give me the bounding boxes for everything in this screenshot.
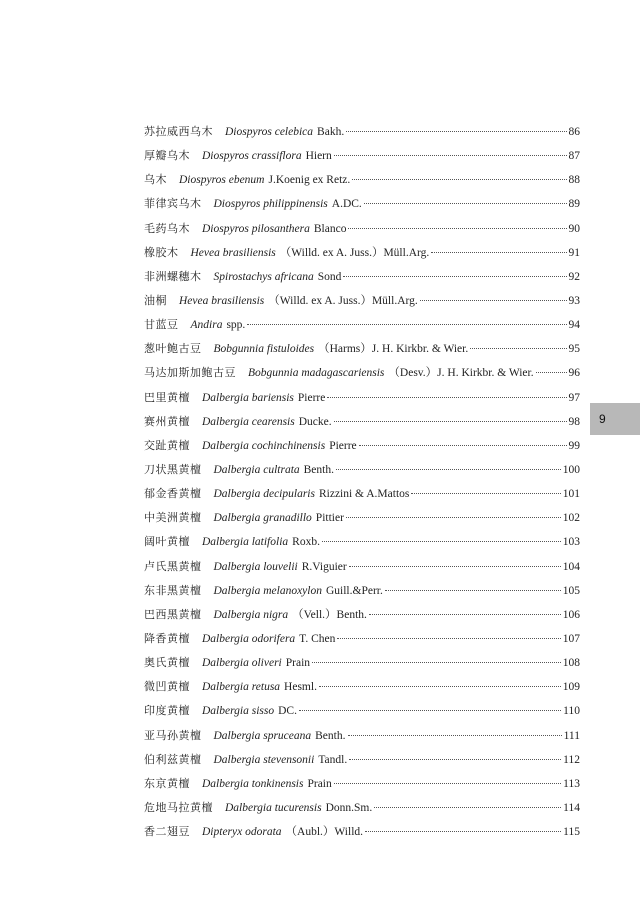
toc-entry[interactable] xyxy=(144,631,580,655)
toc-entry[interactable] xyxy=(144,196,580,220)
page-number: 96 xyxy=(568,367,580,380)
scientific-name: Dalbergia granadillo xyxy=(213,512,312,525)
dot-leader xyxy=(470,348,566,349)
toc-entry[interactable] xyxy=(144,462,580,486)
dot-leader xyxy=(327,397,566,398)
scientific-name: Diospyros crassiflora xyxy=(202,150,302,163)
page-number: 107 xyxy=(562,632,580,645)
toc-entry[interactable] xyxy=(144,414,580,438)
chapter-tab: 9 xyxy=(590,403,640,435)
page-number: 90 xyxy=(568,222,580,235)
page-number: 99 xyxy=(568,439,580,452)
page-number: 98 xyxy=(568,415,580,428)
dot-leader xyxy=(364,203,567,204)
page-number: 97 xyxy=(568,391,580,404)
scientific-name: Dalbergia louvelii xyxy=(213,560,298,573)
chinese-name: 奥氏黄檀 xyxy=(144,656,190,670)
chinese-name: 苏拉威西乌木 xyxy=(144,125,213,138)
toc-entry[interactable] xyxy=(144,365,580,389)
dot-leader xyxy=(336,469,561,470)
author-citation: Roxb. xyxy=(292,536,320,549)
page-number: 113 xyxy=(563,777,580,790)
author-citation: （Desv.）J. H. Kirkbr. & Wier. xyxy=(388,367,534,380)
author-citation: Hiern xyxy=(305,150,332,163)
scientific-name: Dalbergia spruceana xyxy=(213,729,312,742)
toc-entry[interactable] xyxy=(144,583,580,607)
author-citation: （Aubl.）Willd. xyxy=(285,826,364,839)
scientific-name: Dalbergia decipularis xyxy=(213,488,315,501)
page-number: 93 xyxy=(568,294,580,307)
chinese-name: 刀状黑黄檀 xyxy=(144,462,202,476)
chinese-name: 巴里黄檀 xyxy=(144,390,190,404)
dot-leader xyxy=(337,638,560,639)
page-number: 102 xyxy=(562,512,580,525)
scientific-name: Diospyros philippinensis xyxy=(213,198,328,211)
chinese-name: 印度黄檀 xyxy=(144,704,190,718)
scientific-name: Dipteryx odorata xyxy=(202,826,282,839)
dot-leader xyxy=(334,783,561,784)
author-citation: Prain xyxy=(307,777,332,790)
chinese-name: 巴西黑黄檀 xyxy=(144,607,202,621)
author-citation: （Willd. ex A. Juss.）Müll.Arg. xyxy=(279,246,430,259)
page-number: 112 xyxy=(563,753,580,766)
chinese-name: 马达加斯加鲍古豆 xyxy=(144,366,236,380)
author-citation: Donn.Sm. xyxy=(325,801,373,814)
author-citation: J.Koenig ex Retz. xyxy=(268,174,351,187)
chinese-name: 交趾黄檀 xyxy=(144,438,190,452)
toc-entry[interactable] xyxy=(144,124,580,148)
scientific-name: Spirostachys africana xyxy=(213,270,314,283)
toc-entry[interactable] xyxy=(144,317,580,341)
scientific-name: Dalbergia tucurensis xyxy=(225,801,322,814)
scientific-name: Dalbergia tonkinensis xyxy=(202,777,304,790)
chinese-name: 甘蓝豆 xyxy=(144,318,179,332)
page-number: 92 xyxy=(568,270,580,283)
dot-leader xyxy=(359,445,567,446)
author-citation: Pittier xyxy=(315,512,344,525)
toc-entry[interactable] xyxy=(144,607,580,631)
toc-entry[interactable] xyxy=(144,245,580,269)
chinese-name: 降香黄檀 xyxy=(144,631,190,645)
scientific-name: Diospyros ebenum xyxy=(179,174,265,187)
toc-entry[interactable] xyxy=(144,172,580,196)
scientific-name: Dalbergia melanoxylon xyxy=(213,584,322,597)
author-citation: Hesml. xyxy=(284,681,317,694)
toc-entry[interactable] xyxy=(144,703,580,727)
page-number: 103 xyxy=(562,536,580,549)
author-citation: A.DC. xyxy=(331,198,362,211)
dot-leader xyxy=(365,831,561,832)
toc-entry[interactable] xyxy=(144,510,580,534)
toc-entry[interactable] xyxy=(144,486,580,510)
toc-entry[interactable] xyxy=(144,728,580,752)
chinese-name: 橡胶木 xyxy=(144,245,179,259)
scientific-name: Dalbergia cochinchinensis xyxy=(202,439,326,452)
dot-leader xyxy=(319,686,561,687)
scientific-name: Bobgunnia fistuloides xyxy=(213,343,315,356)
page-number: 109 xyxy=(562,681,580,694)
author-citation: Bakh. xyxy=(317,126,345,138)
page-number: 94 xyxy=(568,319,580,332)
scientific-name: Dalbergia retusa xyxy=(202,681,281,694)
chinese-name: 微凹黄檀 xyxy=(144,680,190,694)
scientific-name: Diospyros pilosanthera xyxy=(202,222,310,235)
page-number: 91 xyxy=(568,246,580,259)
author-citation: Guill.&Perr. xyxy=(325,584,383,597)
table-of-contents xyxy=(144,124,580,848)
author-citation: DC. xyxy=(278,705,297,718)
dot-leader xyxy=(431,252,566,253)
author-citation: Benth. xyxy=(315,729,346,742)
dot-leader xyxy=(349,566,561,567)
author-citation: Rizzini & A.Mattos xyxy=(318,488,410,501)
dot-leader xyxy=(312,662,561,663)
chinese-name: 东京黄檀 xyxy=(144,776,190,790)
scientific-name: Dalbergia oliveri xyxy=(202,657,282,670)
author-citation: （Willd. ex A. Juss.）Müll.Arg. xyxy=(268,294,418,307)
chinese-name: 油桐 xyxy=(144,293,167,307)
toc-entry[interactable] xyxy=(144,800,580,824)
toc-entry[interactable] xyxy=(144,148,580,172)
scientific-name: Hevea brasiliensis xyxy=(190,246,276,259)
author-citation: Ducke. xyxy=(298,415,332,428)
chinese-name: 葱叶鲍古豆 xyxy=(144,342,202,356)
author-citation: Benth. xyxy=(303,463,334,476)
dot-leader xyxy=(369,614,561,615)
author-citation: Sond xyxy=(317,270,342,283)
page-number: 88 xyxy=(568,174,580,187)
toc-entry[interactable] xyxy=(144,341,580,365)
author-citation: Prain xyxy=(285,657,311,670)
scientific-name: Bobgunnia madagascariensis xyxy=(248,367,385,380)
dot-leader xyxy=(334,155,567,156)
chinese-name: 赛州黄檀 xyxy=(144,414,190,428)
chinese-name: 乌木 xyxy=(144,173,167,187)
chinese-name: 卢氏黑黄檀 xyxy=(144,559,202,573)
dot-leader xyxy=(334,421,567,422)
page-number: 101 xyxy=(562,488,580,501)
scientific-name: Diospyros celebica xyxy=(225,126,314,138)
chinese-name: 菲律宾乌木 xyxy=(144,197,202,211)
scientific-name: Dalbergia cearensis xyxy=(202,415,295,428)
dot-leader xyxy=(420,300,567,301)
scientific-name: Dalbergia latifolia xyxy=(202,536,289,549)
dot-leader xyxy=(247,324,566,325)
chinese-name: 危地马拉黄檀 xyxy=(144,800,213,814)
author-citation: Pierre xyxy=(329,439,357,452)
dot-leader xyxy=(346,131,566,132)
page-number: 104 xyxy=(562,560,580,573)
toc-entry[interactable] xyxy=(144,679,580,703)
toc-entry[interactable] xyxy=(144,559,580,583)
toc-entry[interactable] xyxy=(144,293,580,317)
dot-leader xyxy=(374,807,561,808)
page-number: 106 xyxy=(562,608,580,621)
scientific-name: Hevea brasiliensis xyxy=(179,294,265,307)
toc-entry[interactable] xyxy=(144,655,580,679)
dot-leader xyxy=(411,493,560,494)
chinese-name: 郁金香黄檀 xyxy=(144,487,202,501)
chinese-name: 伯利兹黄檀 xyxy=(144,752,202,766)
author-citation: Tandl. xyxy=(318,753,348,766)
chinese-name: 厚瓣乌木 xyxy=(144,149,190,163)
toc-entry[interactable] xyxy=(144,824,580,848)
toc-entry[interactable] xyxy=(144,221,580,245)
page-number: 86 xyxy=(568,126,580,138)
toc-entry[interactable] xyxy=(144,752,580,776)
chinese-name: 非洲螺穗木 xyxy=(144,269,202,283)
page-number: 115 xyxy=(563,826,580,839)
toc-entry[interactable] xyxy=(144,776,580,800)
page-number: 87 xyxy=(568,150,580,163)
dot-leader xyxy=(352,179,566,180)
page-number: 114 xyxy=(563,801,580,814)
scientific-name: Dalbergia stevensonii xyxy=(213,753,315,766)
author-citation: spp. xyxy=(226,319,246,332)
page-number: 108 xyxy=(562,657,580,670)
author-citation: Blanco xyxy=(313,222,347,235)
chinese-name: 中美洲黄檀 xyxy=(144,511,202,525)
dot-leader xyxy=(346,517,561,518)
scientific-name: Dalbergia sisso xyxy=(202,705,275,718)
dot-leader xyxy=(343,276,566,277)
dot-leader xyxy=(349,759,561,760)
page-number: 95 xyxy=(568,343,580,356)
chinese-name: 阔叶黄檀 xyxy=(144,535,190,549)
page-number: 89 xyxy=(568,198,580,211)
dot-leader xyxy=(348,228,566,229)
toc-entry[interactable] xyxy=(144,534,580,558)
dot-leader xyxy=(348,735,562,736)
page-number: 100 xyxy=(562,463,580,476)
scientific-name: Dalbergia cultrata xyxy=(213,463,300,476)
author-citation: （Vell.）Benth. xyxy=(292,608,367,621)
scientific-name: Andira xyxy=(190,319,223,332)
author-citation: （Harms）J. H. Kirkbr. & Wier. xyxy=(318,343,469,356)
toc-entry[interactable] xyxy=(144,390,580,414)
chinese-name: 东非黑黄檀 xyxy=(144,583,202,597)
page-number: 105 xyxy=(562,584,580,597)
chinese-name: 毛药乌木 xyxy=(144,221,190,235)
page-number: 110 xyxy=(563,705,580,718)
author-citation: T. Chen xyxy=(299,632,336,645)
dot-leader xyxy=(322,541,561,542)
scientific-name: Dalbergia bariensis xyxy=(202,391,294,404)
scientific-name: Dalbergia nigra xyxy=(213,608,289,621)
dot-leader xyxy=(385,590,561,591)
page-number: 111 xyxy=(563,729,580,742)
author-citation: Pierre xyxy=(297,391,326,404)
dot-leader xyxy=(299,710,561,711)
author-citation: R.Viguier xyxy=(301,560,347,573)
chinese-name: 香二翅豆 xyxy=(144,825,190,839)
chinese-name: 亚马孙黄檀 xyxy=(144,728,202,742)
toc-entry[interactable] xyxy=(144,438,580,462)
toc-entry[interactable] xyxy=(144,269,580,293)
scientific-name: Dalbergia odorifera xyxy=(202,632,296,645)
dot-leader xyxy=(536,372,567,373)
